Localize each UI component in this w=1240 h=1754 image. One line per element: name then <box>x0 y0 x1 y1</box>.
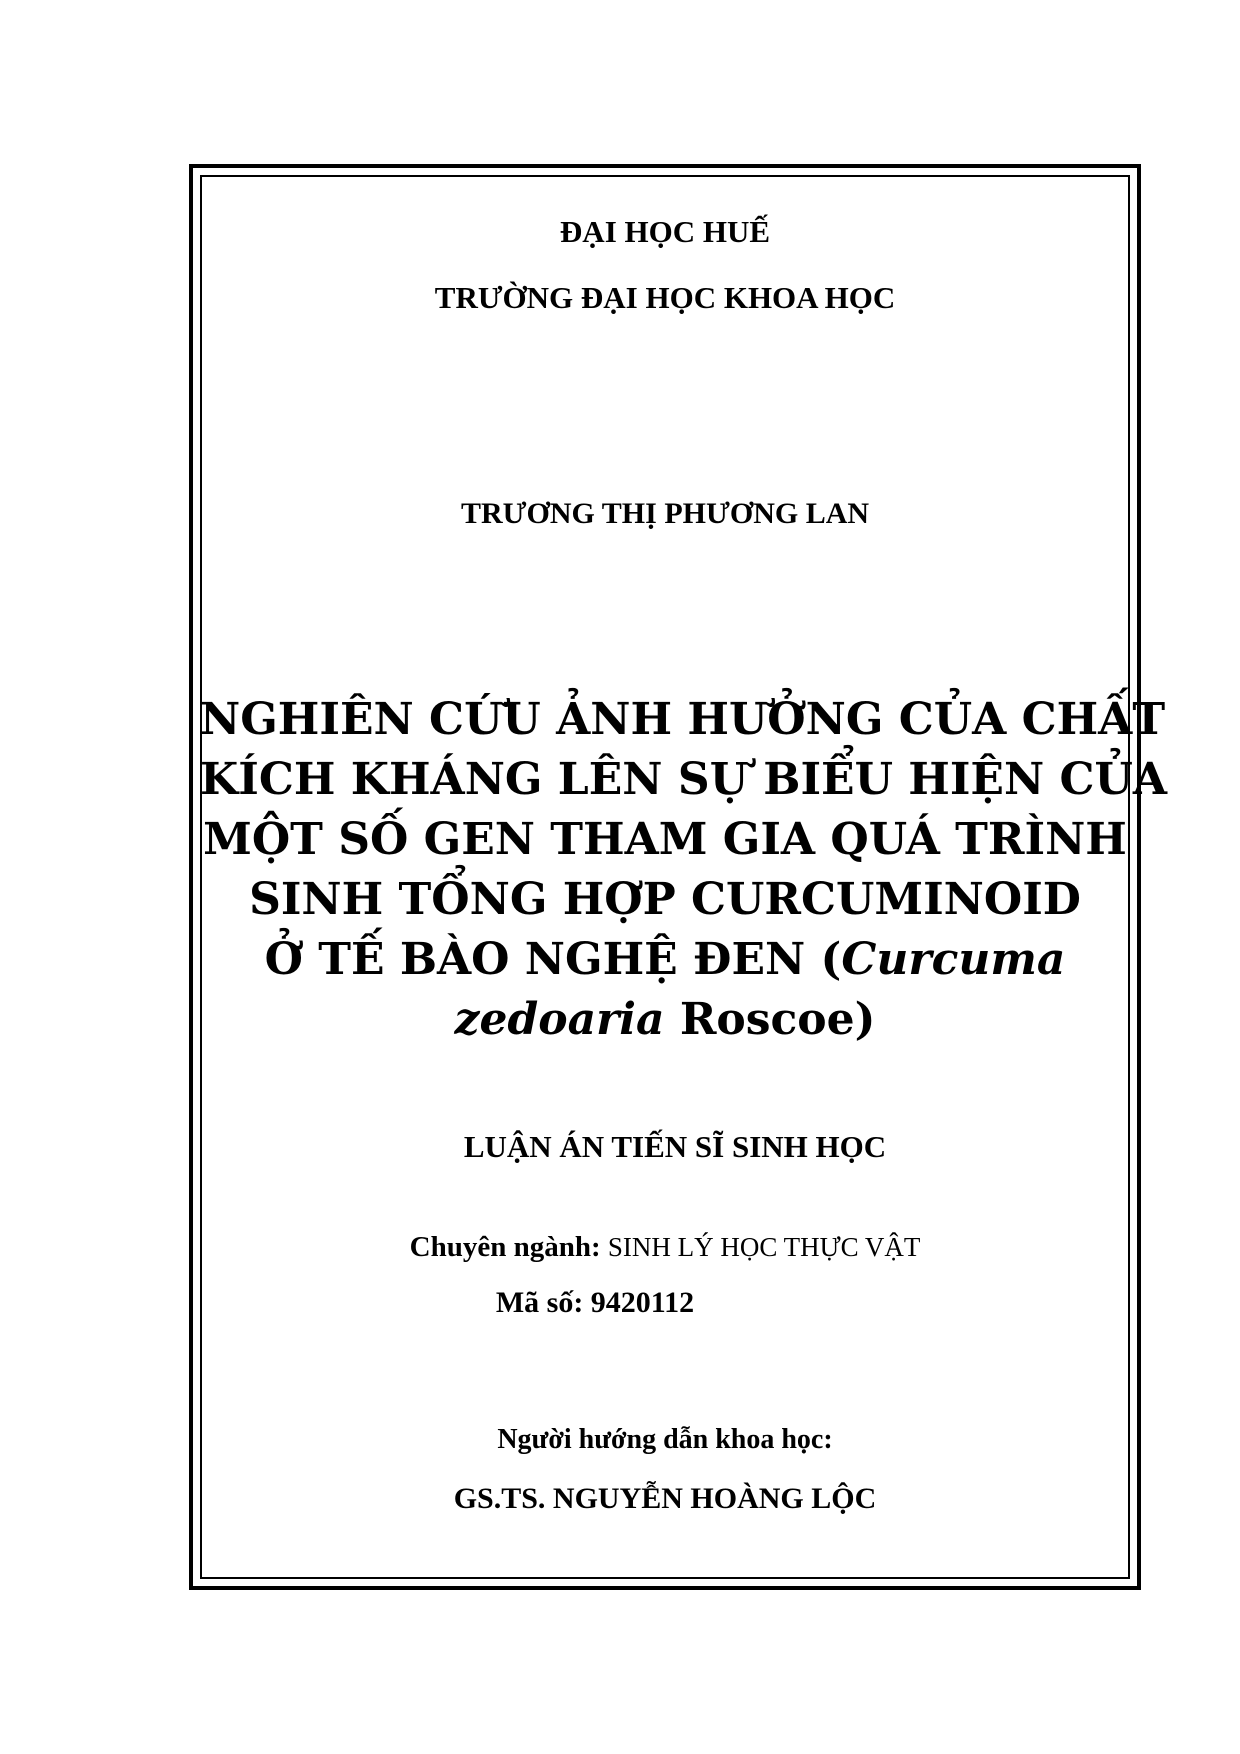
title-line-5-text: Ở TẾ BÀO NGHỆ ĐEN ( <box>264 934 842 985</box>
title-line-3: MỘT SỐ GEN THAM GIA QUÁ TRÌNH <box>203 814 1127 865</box>
specialization-label: Chuyên ngành: <box>409 1231 608 1263</box>
school-name: TRƯỜNG ĐẠI HỌC KHOA HỌC <box>434 280 896 315</box>
specialization-value: SINH LÝ HỌC THỰC VẬT <box>607 1232 921 1262</box>
title-line-6-text: Roscoe) <box>664 994 876 1045</box>
specialization-code: Mã số: 9420112 <box>495 1286 695 1319</box>
thesis-title <box>200 690 1168 1050</box>
title-line-6 <box>200 990 1130 1050</box>
title-line-5 <box>200 930 1130 990</box>
advisor-name: GS.TS. NGUYỄN HOÀNG LỘC <box>453 1482 877 1515</box>
specialization <box>200 1231 1130 1264</box>
title-line-4: SINH TỔNG HỢP CURCUMINOID <box>249 874 1081 925</box>
university-name: ĐẠI HỌC HUẾ <box>559 214 771 249</box>
title-line-2: KÍCH KHÁNG LÊN SỰ BIỂU HIỆN CỦA <box>200 754 1168 805</box>
advisor-label: Người hướng dẫn khoa học: <box>497 1424 833 1455</box>
genus-name: Curcuma <box>841 934 1066 985</box>
degree-title: LUẬN ÁN TIẾN SĨ SINH HỌC <box>463 1129 887 1164</box>
author-name: TRƯƠNG THỊ PHƯƠNG LAN <box>460 497 870 530</box>
species-name: zedoaria <box>454 994 665 1045</box>
title-line-1: NGHIÊN CỨU ẢNH HƯỞNG CỦA CHẤT <box>200 694 1166 745</box>
